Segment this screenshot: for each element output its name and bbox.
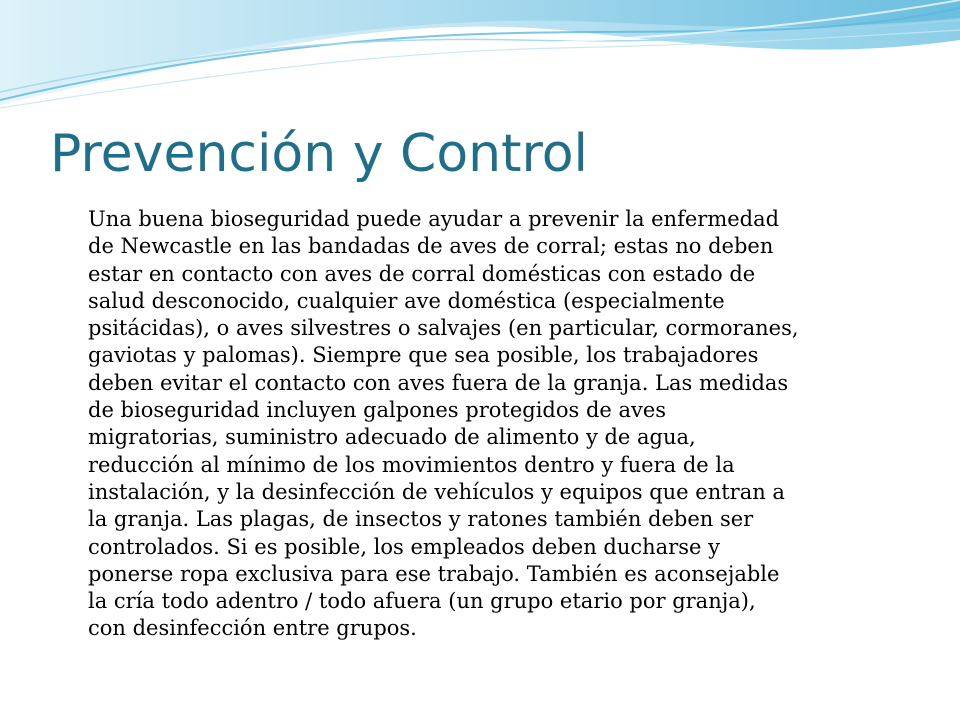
wave-header-decoration bbox=[0, 0, 960, 120]
wave-fill-front bbox=[0, 0, 960, 100]
slide-title: Prevención y Control bbox=[50, 124, 589, 184]
slide-body-text: Una buena bioseguridad puede ayudar a prevenir la enfermedad de Newcastle en las bandadas de aves de corral; estas no deben estar en contacto con aves de corral domésticas con estado de salud desconocido, cualquier ave doméstica (especialmente psitácidas), o aves silvestres o salvajes (en particular, cormoranes, gaviotas y palomas). Siempre que sea posible, los trabajadores deben evitar el contacto con aves fuera de la granja. Las medidas de bioseguridad incluyen galpones protegidos de aves migratorias, suministro adecuado de alimento y de agua, reducción al mínimo de los movimientos dentro y fuera de la instalación, y la desinfección de vehículos y equipos que entran a la granja. Las plagas, de insectos y ratones también deben ser controlados. Si es posible, los empleados deben ducharse y ponerse ropa exclusiva para ese trabajo. También es aconsejable la cría todo adentro / todo afuera (un grupo etario por granja), con desinfección entre grupos. bbox=[88, 207, 799, 641]
